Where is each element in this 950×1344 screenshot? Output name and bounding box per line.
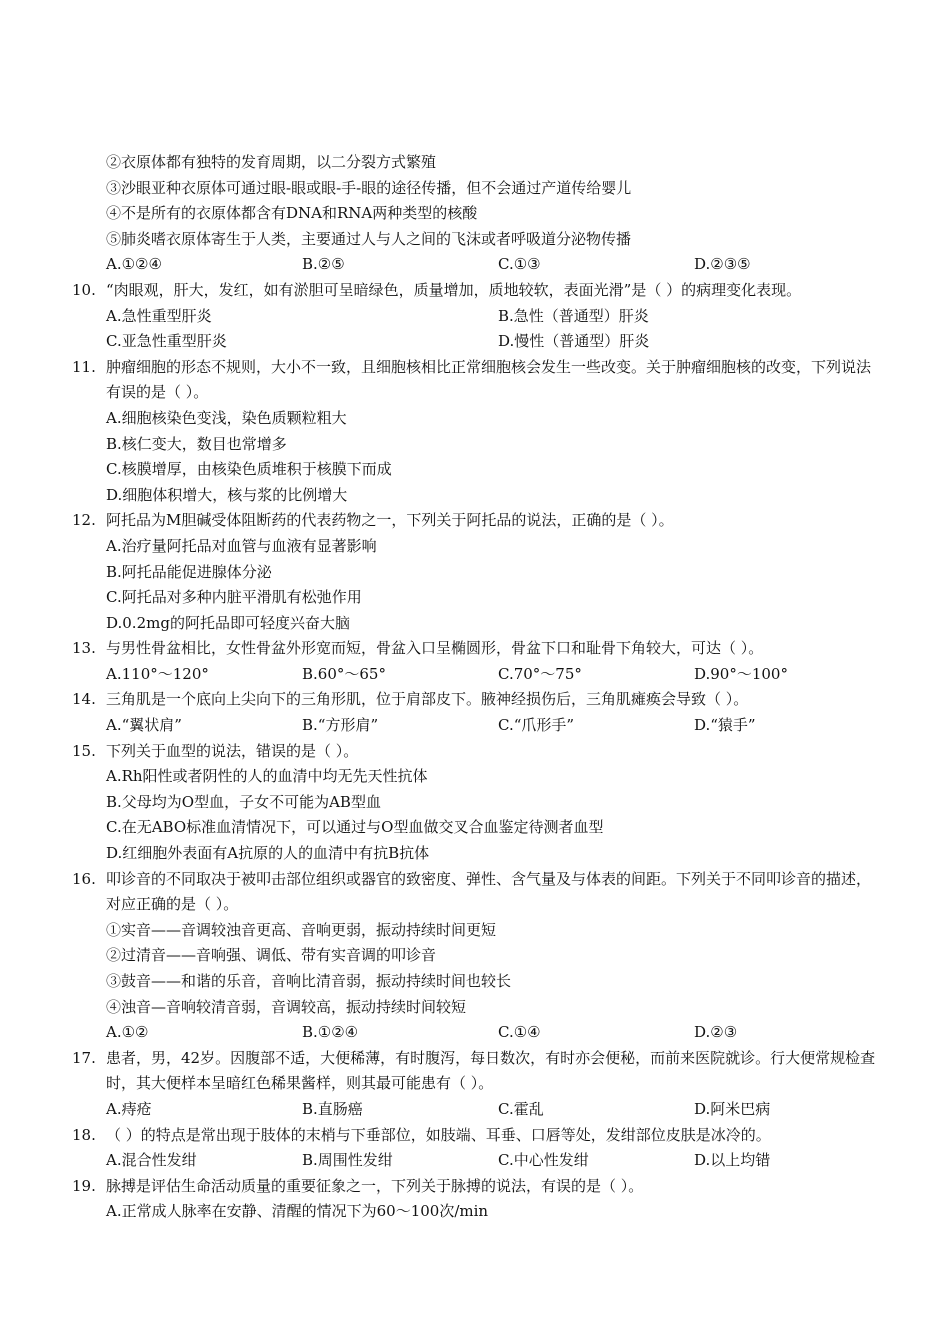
option: A.正常成人脉率在安静、清醒的情况下为60～100次/min: [106, 1202, 489, 1221]
option: A.①②④: [106, 255, 162, 274]
option: D.慢性（普通型）肝炎: [498, 332, 650, 351]
question-11: [72, 355, 882, 406]
question-number: 14.: [72, 690, 96, 709]
option: A.“翼状肩”: [106, 716, 182, 735]
options-row: [72, 304, 882, 330]
question-number: 18.: [72, 1125, 96, 1144]
question-number: 16.: [72, 869, 96, 888]
options-row: [72, 1020, 882, 1046]
question-stem: 与男性骨盆相比，女性骨盆外形宽而短，骨盆入口呈椭圆形，骨盆下口和耻骨下角较大，可达（ ）。: [106, 639, 764, 658]
statement-line: ④不是所有的衣原体都含有DNA和RNA两种类型的核酸: [106, 204, 478, 223]
question-number: 19.: [72, 1176, 96, 1195]
statement-line: ②过清音——音响强、调低、带有实音调的叩诊音: [106, 946, 437, 965]
question-number: 15.: [72, 741, 96, 760]
option: C.阿托品对多种内脏平滑肌有松弛作用: [106, 588, 362, 607]
question-list: [72, 150, 882, 1225]
question-stem: 肿瘤细胞的形态不规则，大小不一致，且细胞核相比正常细胞核会发生一些改变。关于肿瘤细胞核的改变，下列说法有误的是（ ）。: [106, 357, 872, 402]
question-stem: 三角肌是一个底向上尖向下的三角形肌，位于肩部皮下。腋神经损伤后，三角肌瘫痪会导致（ ）。: [106, 690, 749, 709]
option: B.阿托品能促进腺体分泌: [106, 562, 272, 581]
options-row: [72, 662, 882, 688]
option: A.混合性发绀: [106, 1151, 197, 1170]
statement-line: ③鼓音——和谐的乐音，音响比清音弱，振动持续时间也较长: [106, 972, 512, 990]
option: D.0.2mg的阿托品即可轻度兴奋大脑: [106, 613, 350, 632]
option: D.②③: [694, 1023, 738, 1042]
option: C.核膜增厚，由核染色质堆积于核膜下而成: [106, 460, 392, 479]
option: B.②⑤: [302, 255, 345, 274]
option: B.周围性发绀: [302, 1151, 393, 1170]
option: C.70°～75°: [498, 664, 582, 683]
option: D.90°～100°: [694, 664, 788, 683]
option: A.Rh阳性或者阴性的人的血清中均无先天性抗体: [106, 767, 428, 786]
question-number: 13.: [72, 639, 96, 658]
option: C.在无ABO标准血清情况下，可以通过与O型血做交叉合血鉴定待测者血型: [106, 818, 604, 837]
question-stem: （ ）的特点是常出现于肢体的末梢与下垂部位，如肢端、耳垂、口唇等处，发绀部位皮肤是冰冷的。: [106, 1125, 771, 1144]
option: A.治疗量阿托品对血管与血液有显著影响: [106, 536, 377, 555]
question-17: [72, 1046, 882, 1097]
option: D.细胞体积增大，核与浆的比例增大: [106, 485, 348, 504]
option: B.“方形肩”: [302, 716, 379, 735]
option: D.②③⑤: [694, 255, 751, 274]
option: C.霍乱: [498, 1099, 544, 1118]
option: A.110°～120°: [106, 664, 209, 683]
statement-line: ④浊音—音响较清音弱，音调较高，振动持续时间较短: [106, 997, 467, 1016]
option: B.①②④: [302, 1023, 359, 1042]
statement-line: ①实音——音调较浊音更高、音响更弱，振动持续时间更短: [106, 920, 497, 939]
statement-line: ⑤肺炎嗜衣原体寄生于人类，主要通过人与人之间的飞沫或者呼吸道分泌物传播: [106, 229, 632, 248]
option: C.中心性发绀: [498, 1151, 589, 1170]
option: D.“猿手”: [694, 716, 756, 735]
question-number: 11.: [72, 357, 96, 376]
option: A.急性重型肝炎: [106, 306, 212, 325]
question-10: [72, 278, 882, 304]
question-number: 12.: [72, 511, 96, 530]
options-row: [72, 1148, 882, 1174]
option: B.急性（普通型）肝炎: [498, 306, 649, 325]
option: B.60°～65°: [302, 664, 386, 683]
statement-line: ③沙眼亚种衣原体可通过眼-眼或眼-手-眼的途径传播，但不会通过产道传给婴儿: [106, 178, 632, 197]
question-number: 10.: [72, 280, 96, 299]
statement-line: ②衣原体都有独特的发育周期，以二分裂方式繁殖: [106, 153, 437, 171]
option: C.亚急性重型肝炎: [106, 332, 227, 351]
option: A.细胞核染色变浅，染色质颗粒粗大: [106, 408, 347, 427]
question-stem: 下列关于血型的说法，错误的是（ ）。: [106, 741, 359, 760]
question-18: [72, 1123, 882, 1149]
question-number: 17.: [72, 1048, 96, 1067]
option: D.红细胞外表面有A抗原的人的血清中有抗B抗体: [106, 844, 430, 863]
options-row: [72, 252, 882, 278]
options-row: [72, 713, 882, 739]
question-19: [72, 1174, 882, 1200]
option: B.父母均为O型血，子女不可能为AB型血: [106, 792, 381, 811]
option: C.①④: [498, 1023, 541, 1042]
question-stem: 阿托品为M胆碱受体阻断药的代表药物之一，下列关于阿托品的说法，正确的是（ ）。: [106, 511, 674, 530]
question-12: [72, 508, 882, 534]
question-stem: 患者，男，42岁。因腹部不适，大便稀薄，有时腹泻，每日数次，有时亦会便秘，而前来医院就诊。行大便常规检查时，其大便样本呈暗红色稀果酱样，则其最可能患有（ ）。: [106, 1048, 876, 1093]
question-stem: 叩诊音的不同取决于被叩击部位组织或器官的致密度、弹性、含气量及与体表的间距。下列关于不同叩诊音的描述，对应正确的是（ ）。: [106, 869, 872, 914]
option: B.核仁变大，数目也常增多: [106, 434, 287, 453]
question-15: [72, 739, 882, 765]
option: C.“爪形手”: [498, 716, 575, 735]
question-stem: 脉搏是评估生命活动质量的重要征象之一，下列关于脉搏的说法，有误的是（ ）。: [106, 1176, 644, 1195]
option: C.①③: [498, 255, 541, 274]
question-stem: “肉眼观，肝大，发红，如有淤胆可呈暗绿色，质量增加，质地较软，表面光滑”是（ ）的病理变化表现。: [106, 280, 802, 299]
question-16: [72, 867, 882, 918]
options-row: [72, 1097, 882, 1123]
option: B.直肠癌: [302, 1099, 363, 1118]
option: D.阿米巴病: [694, 1099, 771, 1118]
options-row: [72, 329, 882, 355]
option: A.痔疮: [106, 1099, 152, 1118]
question-14: [72, 687, 882, 713]
option: D.以上均错: [694, 1151, 771, 1170]
question-13: [72, 636, 882, 662]
option: A.①②: [106, 1023, 149, 1042]
